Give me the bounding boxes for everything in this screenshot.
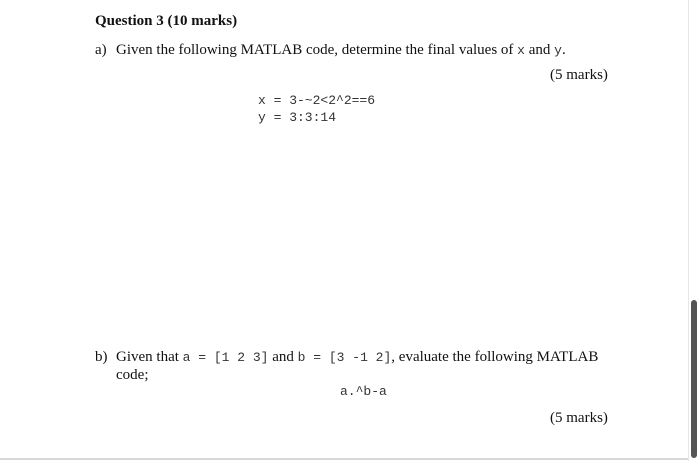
part-b-text-after: , evaluate the following MATLAB: [391, 349, 599, 365]
part-a-and: and: [528, 42, 551, 58]
part-b-line-2: code;: [116, 367, 149, 383]
scrollbar-track[interactable]: [688, 0, 700, 461]
part-a-code-line-1: x = 3-~2<2^2==6: [258, 93, 376, 108]
part-b-var-b: b = [3 -1 2]: [297, 350, 392, 365]
part-b-var-a: a = [1 2 3]: [182, 350, 269, 365]
part-b-and: and: [272, 349, 294, 365]
part-b-label: b): [95, 349, 108, 365]
part-a-text: Given the following MATLAB code, determine the final values of: [116, 42, 514, 58]
question-title: Question 3 (10 marks): [95, 13, 238, 29]
part-a-var-y: y: [554, 43, 562, 58]
part-b-code-expr: a.^b-a: [340, 384, 387, 399]
part-a-var-x: x: [517, 43, 525, 58]
scrollbar-thumb[interactable]: [691, 300, 697, 458]
part-b-question: [116, 348, 598, 367]
part-a-period: .: [561, 42, 566, 58]
part-a-code-line-2: y = 3:3:14: [258, 110, 337, 125]
page-bottom-edge: [0, 458, 688, 460]
part-b-given: Given that: [116, 349, 179, 365]
part-a-label: a): [95, 42, 107, 58]
part-b-marks: (5 marks): [550, 410, 608, 426]
part-a-marks: (5 marks): [550, 67, 608, 83]
part-a-question: [116, 41, 566, 60]
